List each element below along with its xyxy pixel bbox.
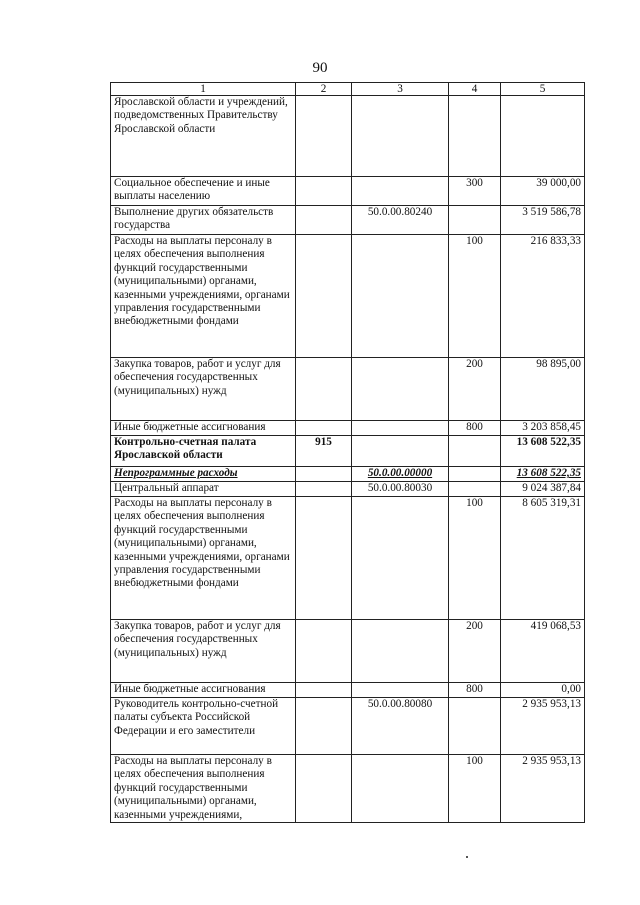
row-name-cell: Социальное обеспечение и иные выплаты населению [111,177,296,206]
row-sum-cell: 98 895,00 [501,358,585,421]
row-sum-cell: 3 203 858,45 [501,421,585,436]
row-name-cell [111,467,296,482]
table-row [111,698,585,755]
row-sum-cell: 3 519 586,78 [501,206,585,235]
row-gr-code-cell [296,235,352,358]
row-gr-code-cell [296,683,352,698]
table-row [111,358,585,421]
row-csr-code-cell [352,436,449,467]
row-gr-code-cell [296,358,352,421]
row-csr-code-cell [352,358,449,421]
row-vr-code-cell [449,482,501,497]
row-vr-code-cell [449,436,501,467]
row-csr-code-cell: 50.0.00.80030 [352,482,449,497]
row-text: Непрограммные расходы [114,467,238,479]
table-row [111,235,585,358]
row-name-cell: Руководитель контрольно-счетной палаты субъекта Российской Федерации и его заместители [111,698,296,755]
row-vr-code-cell [449,698,501,755]
column-header-2: 2 [296,83,352,96]
row-vr-code-cell: 800 [449,421,501,436]
row-gr-code-cell: 915 [296,436,352,467]
column-header-4: 4 [449,83,501,96]
row-csr-code-cell [352,177,449,206]
row-text: 13 608 522,35 [516,467,581,479]
row-name-cell: Расходы на выплаты персоналу в целях обеспечения выполнения функций государственными (муниципальными) органами, казенными учреждениями, [111,755,296,823]
budget-table [110,82,585,823]
row-gr-code-cell [296,620,352,683]
table-row [111,683,585,698]
row-gr-code-cell [296,177,352,206]
table-row [111,482,585,497]
row-name-cell: Закупка товаров, работ и услуг для обеспечения государственных (муниципальных) нужд [111,358,296,421]
row-vr-code-cell: 100 [449,497,501,620]
row-vr-code-cell: 100 [449,235,501,358]
row-csr-code-cell [352,620,449,683]
row-text: 50.0.00.00000 [367,467,433,479]
row-gr-code-cell [296,467,352,482]
row-name-cell: Выполнение других обязательств государства [111,206,296,235]
row-sum-cell: 419 068,53 [501,620,585,683]
row-csr-code-cell [352,421,449,436]
row-vr-code-cell: 200 [449,620,501,683]
row-sum-cell: 0,00 [501,683,585,698]
row-vr-code-cell: 100 [449,755,501,823]
row-gr-code-cell [296,482,352,497]
scan-speck [466,856,468,858]
table-header-row [111,83,585,96]
row-csr-code-cell [352,96,449,177]
row-csr-code-cell [352,467,449,482]
row-vr-code-cell [449,467,501,482]
row-name-cell: Иные бюджетные ассигнования [111,683,296,698]
row-vr-code-cell: 300 [449,177,501,206]
table-row [111,421,585,436]
row-sum-cell [501,467,585,482]
row-gr-code-cell [296,421,352,436]
row-sum-cell: 2 935 953,13 [501,698,585,755]
row-gr-code-cell [296,755,352,823]
row-name-cell: Расходы на выплаты персоналу в целях обеспечения выполнения функций государственными (муниципальными) органами, казенными учреждениями, органами управления государственными внебюджетными фондами [111,235,296,358]
table-row [111,206,585,235]
row-sum-cell: 2 935 953,13 [501,755,585,823]
row-csr-code-cell [352,497,449,620]
row-name-cell: Расходы на выплаты персоналу в целях обеспечения выполнения функций государственными (муниципальными) органами, казенными учреждениями, органами управления государственными внебюджетными фондами [111,497,296,620]
column-header-3: 3 [352,83,449,96]
page-number: 90 [312,60,328,76]
row-name-cell: Иные бюджетные ассигнования [111,421,296,436]
row-sum-cell: 39 000,00 [501,177,585,206]
row-sum-cell [501,96,585,177]
row-csr-code-cell: 50.0.00.80240 [352,206,449,235]
table-row [111,620,585,683]
row-vr-code-cell [449,96,501,177]
row-csr-code-cell: 50.0.00.80080 [352,698,449,755]
table-row [111,467,585,482]
column-header-1: 1 [111,83,296,96]
row-csr-code-cell [352,755,449,823]
table-row [111,177,585,206]
row-sum-cell: 9 024 387,84 [501,482,585,497]
row-gr-code-cell [296,698,352,755]
row-vr-code-cell: 200 [449,358,501,421]
row-name-cell: Контрольно-счетная палата Ярославской области [111,436,296,467]
row-sum-cell: 13 608 522,35 [501,436,585,467]
row-sum-cell: 8 605 319,31 [501,497,585,620]
row-gr-code-cell [296,96,352,177]
table-row [111,436,585,467]
row-name-cell: Закупка товаров, работ и услуг для обеспечения государственных (муниципальных) нужд [111,620,296,683]
row-vr-code-cell: 800 [449,683,501,698]
row-vr-code-cell [449,206,501,235]
row-sum-cell: 216 833,33 [501,235,585,358]
table-row [111,755,585,823]
row-name-cell: Центральный аппарат [111,482,296,497]
row-name-cell: Ярославской области и учреждений, подведомственных Правительству Ярославской области [111,96,296,177]
row-csr-code-cell [352,235,449,358]
row-gr-code-cell [296,206,352,235]
row-csr-code-cell [352,683,449,698]
table-body [111,96,585,823]
table-row [111,96,585,177]
table-row [111,497,585,620]
row-gr-code-cell [296,497,352,620]
column-header-5: 5 [501,83,585,96]
